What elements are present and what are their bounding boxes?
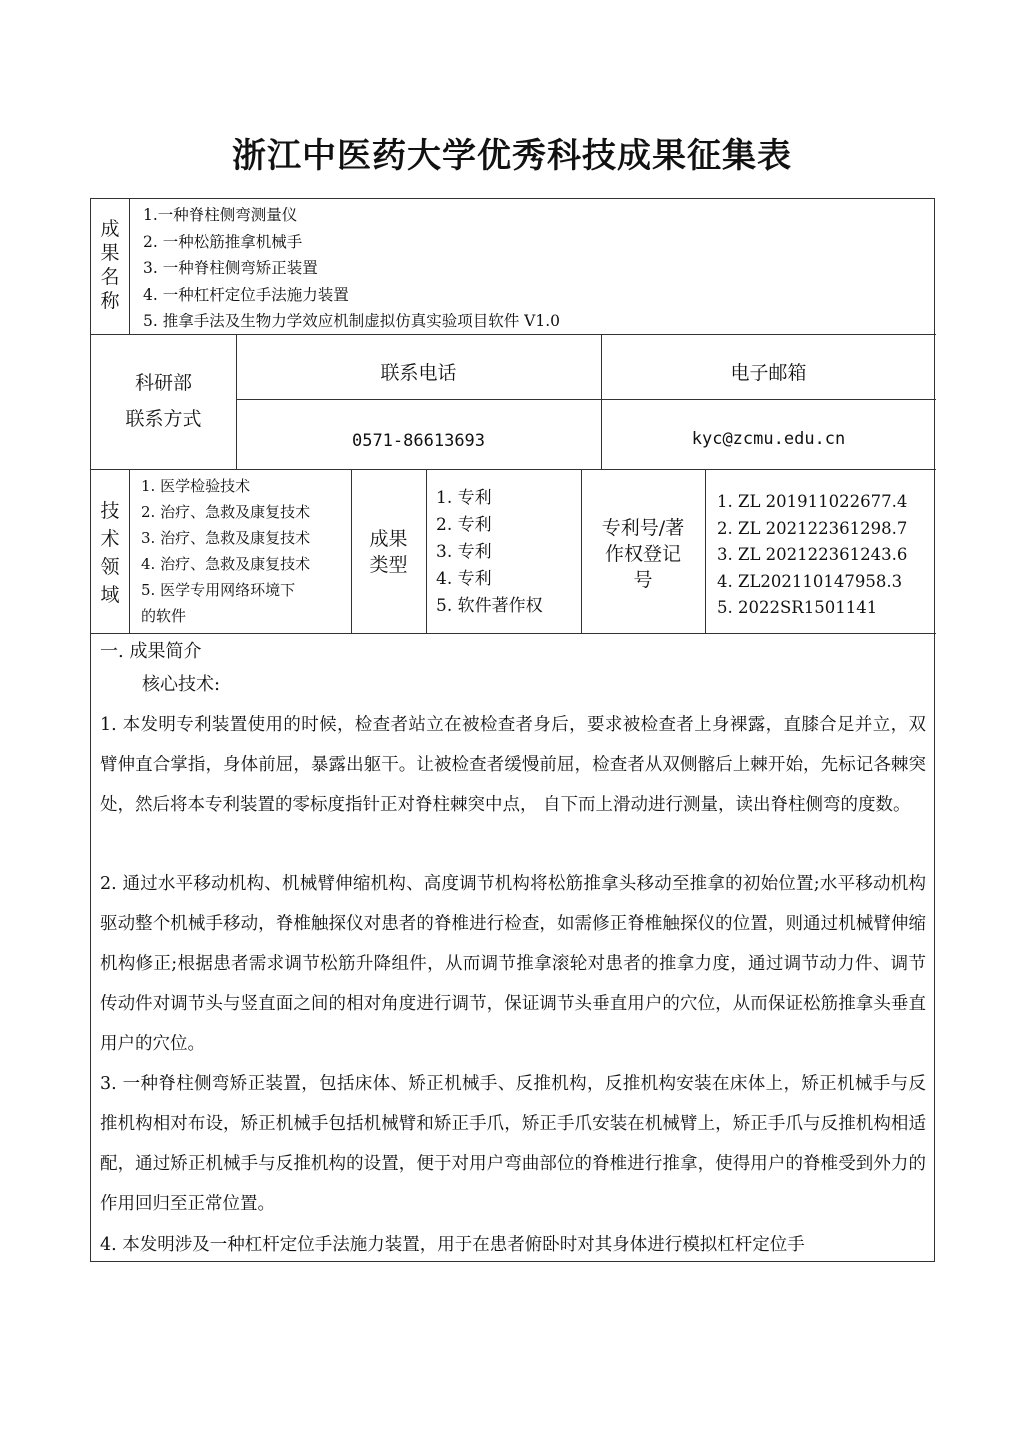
phone-header: 联系电话 xyxy=(380,362,457,384)
tech-field-list xyxy=(141,473,310,629)
summary-paragraph-2: 2. 通过水平移动机构、机械臂伸缩机构、高度调节机构将松筋推拿头移动至推拿的初始位置;水平移动机构驱动整个机械手移动，脊椎触探仪对患者的脊椎进行检查，如需修正脊椎触探仪的位置，则通过机械臂伸缩机构修正;根据患者需求调节松筋升降组件，从而调节推拿滚轮对患者的推拿力度，通过调节动力件、调节传动件对调节头与竖直面之间的相对角度进行调节，保证调节头垂直用户的穴位，从而保证松筋推拿头垂直用户的穴位。 xyxy=(100,874,926,1054)
list-item: 5. 软件著作权 xyxy=(436,596,543,616)
achievement-name-label: 成 果 名 称 xyxy=(100,218,120,312)
list-item: 3. 一种脊柱侧弯矫正装置 xyxy=(143,259,318,277)
result-type-label: 成果 类型 xyxy=(369,528,408,576)
col-divider xyxy=(129,199,130,334)
summary-heading: 一. 成果简介 xyxy=(100,641,202,662)
list-item: 1. 医学检验技术 xyxy=(141,477,251,495)
list-item: 5. 医学专用网络环境下 xyxy=(141,581,296,599)
email-value: kyc@zcmu.edu.cn xyxy=(691,429,846,449)
summary-subheading: 核心技术: xyxy=(142,674,221,695)
tech-field-label: 技 术 领 域 xyxy=(100,500,120,606)
contact-label: 科研部 联系方式 xyxy=(125,372,202,430)
patent-no-list xyxy=(717,489,907,622)
result-type-list xyxy=(436,485,543,620)
col-divider xyxy=(705,469,706,633)
row-divider xyxy=(91,633,936,634)
email-header: 电子邮箱 xyxy=(730,362,807,384)
list-item: 2. 治疗、急救及康复技术 xyxy=(141,503,311,521)
achievement-name-list xyxy=(143,202,560,335)
list-item: 的软件 xyxy=(141,607,187,625)
list-item: 2. ZL 202122361298.7 xyxy=(717,518,908,538)
list-item: 5. 2022SR1501141 xyxy=(717,598,878,617)
col-divider xyxy=(129,469,130,633)
list-item: 4. 专利 xyxy=(436,569,492,589)
list-item: 3. 专利 xyxy=(436,542,492,562)
list-item: 3. ZL 202122361243.6 xyxy=(717,545,908,564)
col-divider xyxy=(426,469,427,633)
patent-no-label: 专利号/著 作权登记 号 xyxy=(601,517,685,591)
list-item: 4. 一种杠杆定位手法施力装置 xyxy=(143,285,349,304)
row-divider xyxy=(91,469,936,470)
list-item: 1. 专利 xyxy=(436,488,492,508)
summary-paragraph-1: 1. 本发明专利装置使用的时候，检查者站立在被检查者身后，要求被检查者上身裸露，直膝合足并立，双臂伸直合掌指，身体前屈，暴露出躯干。让被检查者缓慢前屈，检查者从双侧髂后上棘开始，先标记各棘突处，然后将本专利装置的零标度指针正对脊柱棘突中点， 自下而上滑动进行测量，读出脊柱侧弯的度数。 xyxy=(100,715,926,815)
list-item: 3. 治疗、急救及康复技术 xyxy=(141,529,311,547)
list-item: 1. ZL 201911022677.4 xyxy=(717,492,908,511)
list-item: 2. 一种松筋推拿机械手 xyxy=(143,232,303,251)
page-title: 浙江中医药大学优秀科技成果征集表 xyxy=(232,136,792,176)
list-item: 4. ZL202110147958.3 xyxy=(717,571,903,591)
list-item: 2. 专利 xyxy=(436,515,492,535)
list-item: 1.一种脊柱侧弯测量仪 xyxy=(143,206,298,224)
row-divider xyxy=(236,399,936,400)
list-item: 4. 治疗、急救及康复技术 xyxy=(141,555,311,573)
list-item: 5. 推拿手法及生物力学效应机制虚拟仿真实验项目软件 V1.0 xyxy=(143,312,560,330)
summary-paragraph-4: 4. 本发明涉及一种杠杆定位手法施力装置，用于在患者俯卧时对其身体进行模拟杠杆定位手 xyxy=(100,1235,805,1255)
summary-paragraph-3: 3. 一种脊柱侧弯矫正装置，包括床体、矫正机械手、反推机构，反推机构安装在床体上，矫正机械手与反推机构相对布设，矫正机械手包括机械臂和矫正手爪，矫正手爪安装在机械臂上，矫正手爪与反推机构相适配，通过矫正机械手与反推机构的设置，便于对用户弯曲部位的脊椎进行推拿，使得用户的脊椎受到外力的作用回归至正常位置。 xyxy=(100,1074,926,1214)
phone-value: 0571-86613693 xyxy=(351,431,486,451)
